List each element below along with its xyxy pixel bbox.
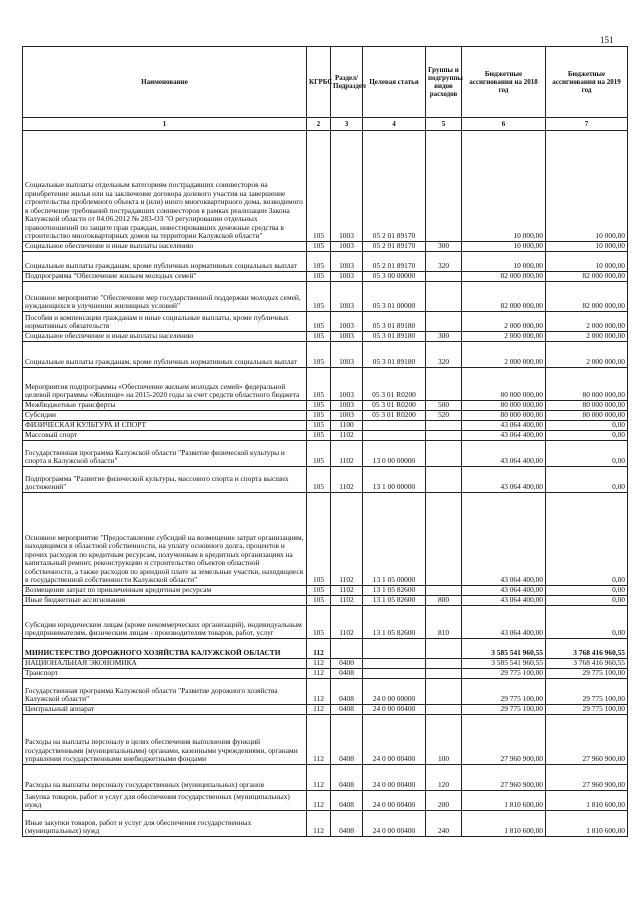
row-kgrbs: 105	[307, 411, 331, 421]
column-number: 1	[23, 118, 307, 131]
row-amount-2018: 10 000,00	[462, 242, 546, 252]
row-expense-group: 100	[426, 715, 462, 765]
header-group: Группы и подгруппы видов расходов	[426, 47, 462, 118]
table-row	[23, 705, 628, 715]
table-row	[23, 342, 628, 368]
row-target-article: 24 0 00 00400	[363, 715, 426, 765]
row-amount-2018: 3 585 541 960,55	[462, 659, 546, 669]
row-expense-group: 810	[426, 606, 462, 639]
row-expense-group: 520	[426, 411, 462, 421]
row-section: 1102	[331, 586, 363, 596]
row-amount-2018: 43 064 400,00	[462, 441, 546, 467]
row-expense-group	[426, 659, 462, 669]
row-name: Основное мероприятие "Обеспечение мер государственной поддержки молодых семей, нуждающихся в улучшении жилищных условий"	[23, 282, 307, 312]
row-amount-2018: 29 775 100,00	[462, 669, 546, 679]
table-row	[23, 131, 628, 242]
header-kgrbs: КГРБС	[307, 47, 331, 118]
row-kgrbs: 112	[307, 639, 331, 659]
row-amount-2018: 43 064 400,00	[462, 586, 546, 596]
row-section: 1102	[331, 431, 363, 441]
row-expense-group	[426, 272, 462, 282]
table-row	[23, 715, 628, 765]
row-target-article: 05 2 01 89170	[363, 131, 426, 242]
row-section: 1102	[331, 596, 363, 606]
row-kgrbs: 105	[307, 282, 331, 312]
budget-table	[22, 46, 628, 837]
row-amount-2018: 2 000 000,00	[462, 342, 546, 368]
row-kgrbs: 105	[307, 342, 331, 368]
row-expense-group: 800	[426, 596, 462, 606]
row-kgrbs: 105	[307, 272, 331, 282]
row-target-article: 05 3 01 R0200	[363, 401, 426, 411]
row-section: 0408	[331, 791, 363, 811]
row-target-article: 13 1 05 82600	[363, 596, 426, 606]
table-row	[23, 493, 628, 586]
header-2018: Бюджетные ассигнования на 2018 год	[462, 47, 546, 118]
row-amount-2019: 82 000 000,00	[546, 282, 628, 312]
row-amount-2019: 3 768 416 960,55	[546, 639, 628, 659]
row-name: Иные закупки товаров, работ и услуг для обеспечения государственных (муниципальных) нужд	[23, 811, 307, 837]
row-amount-2019: 2 000 000,00	[546, 332, 628, 342]
row-target-article: 05 3 01 00000	[363, 282, 426, 312]
row-expense-group	[426, 312, 462, 332]
row-amount-2019: 29 775 100,00	[546, 705, 628, 715]
row-kgrbs: 112	[307, 679, 331, 705]
row-target-article: 24 0 00 00400	[363, 705, 426, 715]
row-amount-2019: 0,00	[546, 606, 628, 639]
row-expense-group: 120	[426, 765, 462, 791]
row-section	[331, 639, 363, 659]
row-name: ФИЗИЧЕСКАЯ КУЛЬТУРА И СПОРТ	[23, 421, 307, 431]
row-target-article: 05 2 01 89170	[363, 242, 426, 252]
row-expense-group: 240	[426, 811, 462, 837]
row-amount-2019: 10 000,00	[546, 242, 628, 252]
row-name: Расходы на выплаты персоналу государственных (муниципальных) органов	[23, 765, 307, 791]
row-amount-2019: 10 000,00	[546, 131, 628, 242]
row-amount-2019: 0,00	[546, 431, 628, 441]
row-amount-2018: 43 064 400,00	[462, 421, 546, 431]
row-amount-2019: 1 810 600,00	[546, 811, 628, 837]
row-expense-group	[426, 679, 462, 705]
row-target-article: 24 0 00 00000	[363, 679, 426, 705]
row-name: Социальные выплаты гражданам, кроме публичных нормативных социальных выплат	[23, 342, 307, 368]
column-number: 5	[426, 118, 462, 131]
row-target-article: 24 0 00 00400	[363, 811, 426, 837]
table-row	[23, 659, 628, 669]
row-name: МИНИСТЕРСТВО ДОРОЖНОГО ХОЗЯЙСТВА КАЛУЖСКОЙ ОБЛАСТИ	[23, 639, 307, 659]
row-expense-group	[426, 421, 462, 431]
row-kgrbs: 105	[307, 401, 331, 411]
row-amount-2018: 27 960 900,00	[462, 715, 546, 765]
row-name: Расходы на выплаты персоналу в целях обеспечения выполнения функций государственными (муниципальными) органами, казенными учреждениями, органами управления государственными внебюджетными фондами	[23, 715, 307, 765]
table-row	[23, 242, 628, 252]
row-section: 1102	[331, 606, 363, 639]
table-row	[23, 467, 628, 493]
row-target-article: 05 3 01 89180	[363, 312, 426, 332]
row-amount-2019: 1 810 600,00	[546, 791, 628, 811]
row-name: Субсидии	[23, 411, 307, 421]
row-expense-group	[426, 131, 462, 242]
row-name: Государственная программа Калужской области "Развитие физической культуры и спорта в Калужской области"	[23, 441, 307, 467]
row-expense-group: 500	[426, 401, 462, 411]
row-target-article: 05 3 01 R0200	[363, 411, 426, 421]
row-kgrbs: 105	[307, 467, 331, 493]
row-expense-group: 300	[426, 242, 462, 252]
row-amount-2018: 1 810 600,00	[462, 791, 546, 811]
row-name: Массовый спорт	[23, 431, 307, 441]
row-target-article: 24 0 00 00400	[363, 765, 426, 791]
row-amount-2019: 0,00	[546, 596, 628, 606]
row-target-article: 13 0 00 00000	[363, 441, 426, 467]
row-kgrbs: 112	[307, 659, 331, 669]
row-kgrbs: 105	[307, 332, 331, 342]
header-row	[23, 47, 628, 118]
row-target-article: 05 3 01 R0200	[363, 368, 426, 401]
row-section: 1003	[331, 368, 363, 401]
table-row	[23, 791, 628, 811]
row-amount-2019: 0,00	[546, 493, 628, 586]
column-number: 2	[307, 118, 331, 131]
row-section: 1003	[331, 342, 363, 368]
row-amount-2018: 80 000 000,00	[462, 411, 546, 421]
row-amount-2018: 43 064 400,00	[462, 431, 546, 441]
row-kgrbs: 105	[307, 596, 331, 606]
row-section: 1102	[331, 493, 363, 586]
row-amount-2019: 0,00	[546, 467, 628, 493]
row-kgrbs: 105	[307, 421, 331, 431]
row-target-article	[363, 669, 426, 679]
row-amount-2018: 10 000,00	[462, 252, 546, 272]
row-expense-group	[426, 705, 462, 715]
row-expense-group	[426, 493, 462, 586]
table-row	[23, 431, 628, 441]
row-amount-2019: 0,00	[546, 441, 628, 467]
row-amount-2018: 29 775 100,00	[462, 679, 546, 705]
table-row	[23, 639, 628, 659]
row-name: Транспорт	[23, 669, 307, 679]
row-name: Субсидии юридическим лицам (кроме некоммерческих организаций), индивидуальным предпринимателям, физическим лицам - производителям товаров, работ, услуг	[23, 606, 307, 639]
row-name: Возмещение затрат по привлеченным кредитным ресурсам	[23, 586, 307, 596]
row-section: 0400	[331, 659, 363, 669]
row-expense-group: 320	[426, 252, 462, 272]
table-row	[23, 411, 628, 421]
row-amount-2018: 2 000 000,00	[462, 332, 546, 342]
row-name: Социальное обеспечение и иные выплаты населению	[23, 332, 307, 342]
row-target-article: 05 3 00 00000	[363, 272, 426, 282]
table-row	[23, 765, 628, 791]
row-expense-group: 200	[426, 791, 462, 811]
row-amount-2019: 29 775 100,00	[546, 679, 628, 705]
row-amount-2019: 82 000 000,00	[546, 272, 628, 282]
row-amount-2019: 2 000 000,00	[546, 342, 628, 368]
row-amount-2018: 80 000 000,00	[462, 368, 546, 401]
row-kgrbs: 105	[307, 368, 331, 401]
row-amount-2019: 80 000 000,00	[546, 411, 628, 421]
row-amount-2018: 43 064 400,00	[462, 596, 546, 606]
row-amount-2019: 29 775 100,00	[546, 669, 628, 679]
row-amount-2018: 43 064 400,00	[462, 467, 546, 493]
row-amount-2018: 43 064 400,00	[462, 493, 546, 586]
column-number-row	[23, 118, 628, 131]
row-amount-2019: 80 000 000,00	[546, 401, 628, 411]
page-number: 151	[600, 35, 614, 45]
row-section: 1102	[331, 441, 363, 467]
row-amount-2019: 27 960 900,00	[546, 715, 628, 765]
row-section: 0408	[331, 679, 363, 705]
row-section: 1003	[331, 332, 363, 342]
row-name: Социальные выплаты гражданам, кроме публичных нормативных социальных выплат	[23, 252, 307, 272]
row-expense-group: 300	[426, 332, 462, 342]
row-kgrbs: 105	[307, 441, 331, 467]
row-section: 1003	[331, 312, 363, 332]
row-kgrbs: 112	[307, 765, 331, 791]
row-amount-2018: 29 775 100,00	[462, 705, 546, 715]
table-row	[23, 368, 628, 401]
row-section: 0408	[331, 669, 363, 679]
row-kgrbs: 105	[307, 312, 331, 332]
row-amount-2019: 2 000 000,00	[546, 312, 628, 332]
table-row	[23, 441, 628, 467]
row-amount-2019: 80 000 000,00	[546, 368, 628, 401]
row-expense-group	[426, 639, 462, 659]
row-section: 1100	[331, 421, 363, 431]
row-name: Межбюджетные трансферты	[23, 401, 307, 411]
table-row	[23, 679, 628, 705]
row-name: Основное мероприятие "Предоставление субсидий на возмещение затрат организациям, находящимся в областной собственности, на уплату основного долга, процентов и прочих расходов по кредитным ресурсам, полученным в кредитных организациях на капитальный ремонт, реконструкцию и строительство объектов областной собственности, а также расходов по арендной плате за земельные участки, находящиеся в государственной собственности Калужской области"	[23, 493, 307, 586]
row-target-article: 05 3 01 89180	[363, 342, 426, 368]
row-amount-2018: 43 064 400,00	[462, 606, 546, 639]
row-name: Социальные выплаты отдельным категориям пострадавших соинвесторов на приобретение жилья или на заключение договора долевого участия на завершение строительства проблемного объекта и (или) иного многоквартирного дома, возводимого в обеспечение требований пострадавших соинвесторов в рамках реализации Закона Калужской области от 04.06.2012 № 283-ОЗ "О регулировании отдельных правоотношений по защите прав граждан, инвестировавших денежные средства в строительство многоквартирных домов на территории Калужской области"	[23, 131, 307, 242]
row-expense-group	[426, 441, 462, 467]
row-amount-2019: 0,00	[546, 586, 628, 596]
row-amount-2019: 27 960 900,00	[546, 765, 628, 791]
row-amount-2018: 3 585 541 960,55	[462, 639, 546, 659]
row-target-article	[363, 421, 426, 431]
table-body	[23, 131, 628, 837]
table-row	[23, 332, 628, 342]
table-row	[23, 282, 628, 312]
header-name: Наименование	[23, 47, 307, 118]
row-target-article: 24 0 00 00400	[363, 791, 426, 811]
table-row	[23, 421, 628, 431]
column-number: 3	[331, 118, 363, 131]
table-row	[23, 312, 628, 332]
row-target-article: 13 1 05 00000	[363, 493, 426, 586]
row-amount-2018: 27 960 900,00	[462, 765, 546, 791]
row-name: Центральный аппарат	[23, 705, 307, 715]
table-row	[23, 596, 628, 606]
row-section: 1003	[331, 411, 363, 421]
table-row	[23, 586, 628, 596]
row-kgrbs: 105	[307, 493, 331, 586]
row-target-article: 05 2 01 89170	[363, 252, 426, 272]
column-number: 7	[546, 118, 628, 131]
header-section: Раздел/ Подраздел	[331, 47, 363, 118]
row-target-article	[363, 659, 426, 669]
row-name: Подпрограмма "Обеспечение жильем молодых семей"	[23, 272, 307, 282]
row-section: 1003	[331, 252, 363, 272]
row-expense-group	[426, 467, 462, 493]
table-row	[23, 606, 628, 639]
row-name: Подпрограмма "Развитие физической культуры, массового спорта и спорта высших достижений"	[23, 467, 307, 493]
row-section: 1003	[331, 282, 363, 312]
row-amount-2018: 10 000,00	[462, 131, 546, 242]
table-row	[23, 272, 628, 282]
row-target-article	[363, 639, 426, 659]
row-name: Пособия и компенсации гражданам и иные социальные выплаты, кроме публичных нормативных обязательств	[23, 312, 307, 332]
column-number: 6	[462, 118, 546, 131]
row-target-article: 13 1 05 82600	[363, 606, 426, 639]
row-target-article	[363, 431, 426, 441]
row-name: Социальное обеспечение и иные выплаты населению	[23, 242, 307, 252]
row-section: 1003	[331, 401, 363, 411]
row-kgrbs: 105	[307, 431, 331, 441]
row-expense-group	[426, 282, 462, 312]
column-number: 4	[363, 118, 426, 131]
row-expense-group	[426, 586, 462, 596]
row-section: 1003	[331, 242, 363, 252]
row-kgrbs: 105	[307, 586, 331, 596]
row-kgrbs: 112	[307, 715, 331, 765]
row-amount-2019: 10 000,00	[546, 252, 628, 272]
row-kgrbs: 112	[307, 791, 331, 811]
row-amount-2019: 0,00	[546, 421, 628, 431]
row-expense-group	[426, 368, 462, 401]
row-kgrbs: 112	[307, 705, 331, 715]
row-kgrbs: 105	[307, 252, 331, 272]
row-name: Закупка товаров, работ и услуг для обеспечения государственных (муниципальных) нужд	[23, 791, 307, 811]
row-kgrbs: 105	[307, 242, 331, 252]
row-amount-2018: 82 000 000,00	[462, 282, 546, 312]
header-target: Целевая статья	[363, 47, 426, 118]
row-section: 1003	[331, 272, 363, 282]
row-section: 0408	[331, 811, 363, 837]
row-expense-group: 320	[426, 342, 462, 368]
row-name: Иные бюджетные ассигнования	[23, 596, 307, 606]
table-row	[23, 669, 628, 679]
row-amount-2018: 80 000 000,00	[462, 401, 546, 411]
row-amount-2018: 2 000 000,00	[462, 312, 546, 332]
row-kgrbs: 105	[307, 131, 331, 242]
row-target-article: 13 1 05 82600	[363, 586, 426, 596]
row-name: Государственная программа Калужской области "Развитие дорожного хозяйства Калужской области"	[23, 679, 307, 705]
row-section: 0408	[331, 705, 363, 715]
row-kgrbs: 112	[307, 669, 331, 679]
header-2019: Бюджетные ассигнования на 2019 год	[546, 47, 628, 118]
row-name: НАЦИОНАЛЬНАЯ ЭКОНОМИКА	[23, 659, 307, 669]
row-target-article: 05 3 01 89180	[363, 332, 426, 342]
row-target-article: 13 1 00 00000	[363, 467, 426, 493]
table-row	[23, 811, 628, 837]
row-kgrbs: 112	[307, 811, 331, 837]
row-name: Мероприятия подпрограммы «Обеспечение жильем молодых семей» федеральной целевой программы «Жилище» на 2015-2020 годы за счет средств областного бюджета	[23, 368, 307, 401]
table-row	[23, 401, 628, 411]
row-amount-2018: 82 000 000,00	[462, 272, 546, 282]
row-section: 1102	[331, 467, 363, 493]
row-section: 0408	[331, 765, 363, 791]
row-expense-group	[426, 431, 462, 441]
row-expense-group	[426, 669, 462, 679]
table-row	[23, 252, 628, 272]
row-amount-2018: 1 810 600,00	[462, 811, 546, 837]
row-section: 1003	[331, 131, 363, 242]
row-kgrbs: 105	[307, 606, 331, 639]
row-amount-2019: 3 768 416 960,55	[546, 659, 628, 669]
row-section: 0408	[331, 715, 363, 765]
